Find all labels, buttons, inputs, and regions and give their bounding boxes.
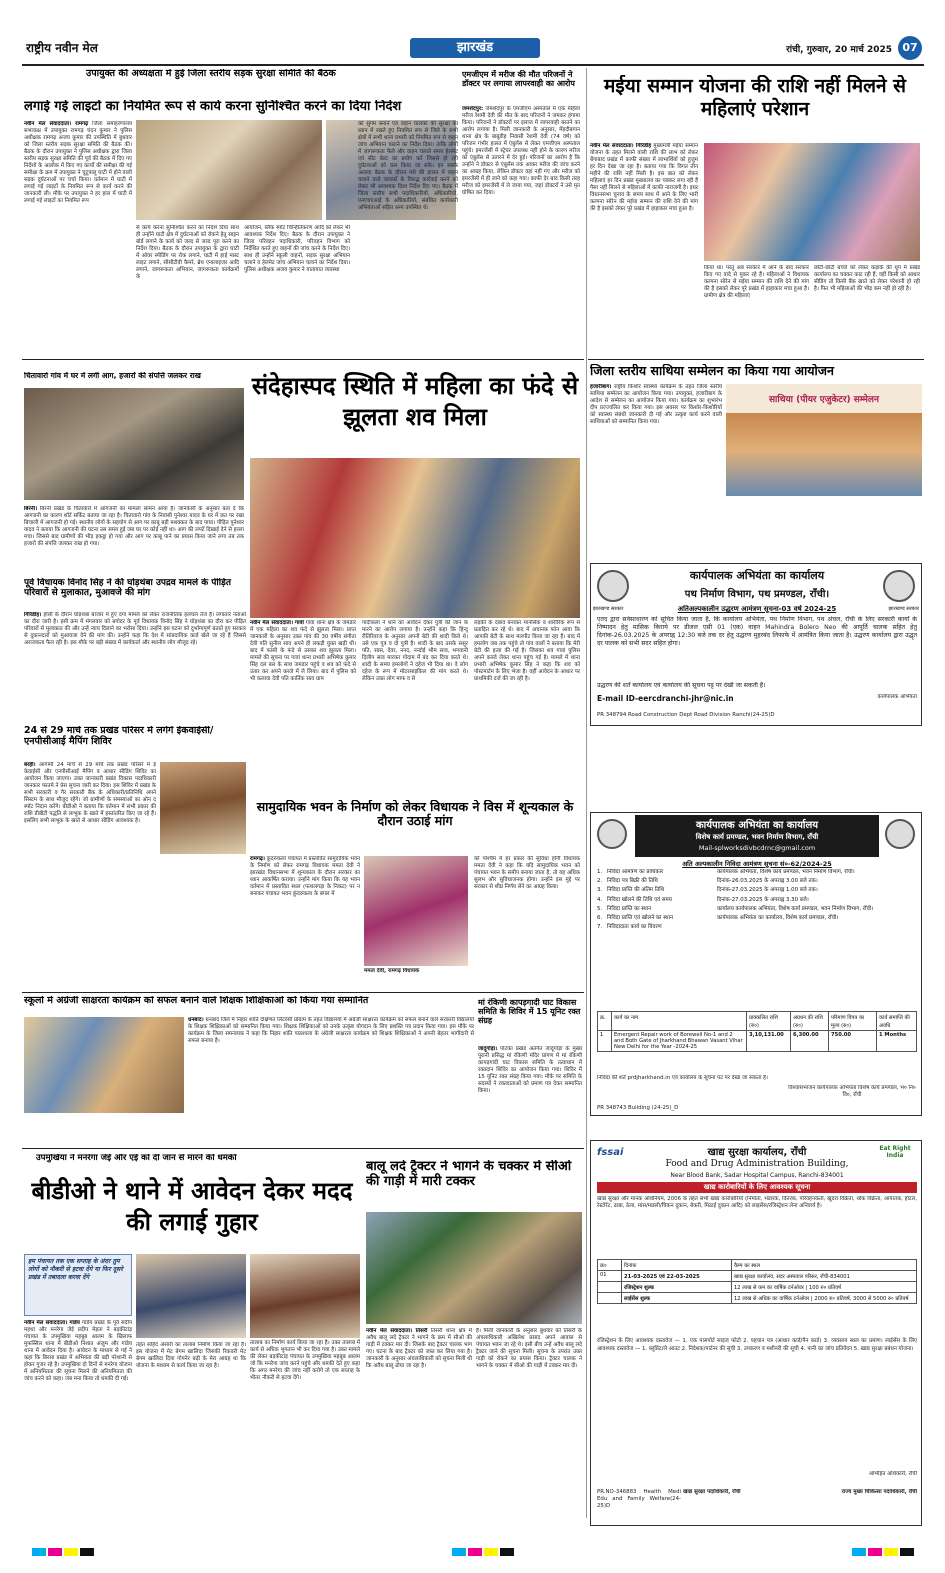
ad2-td: Emergent Repair work of Borewell No-1 and 2 and Both Gate of Jharkhand Bhawan Vasant Vihar New Delhi for the Year -2024-25 [612, 1031, 747, 1052]
a7-text: आगामी 24 मार्च से 29 मार्च तक प्रखंड परिसर में ई केवाईसी और एनपीसीआई मैपिंग व आधार सीडिंग शिविर का आयोजन किया जाएगा। उक्त जानकारी प्रखंड विकास पदाधिकारी जानकार फातमे ने प्रेस सूचना जारी कर दिया। इस शिविर में प्रखंड के सभी सरकारी व गैर सरकारी बैंक के अधिकारी/प्रतिनिधि अपने सिस्टम के साथ मौजूद रहेंगे। जो ग्रामीणों के समस्याओं का ऑन द स्पॉट निदान करेंगे। बीडीओ ने बताया कि वर्तमान में सभी प्रकार की राशि डीबीटी पद्धति से लाभुक के खाते में हस्तांतरित किए जा रहे हैं। इसलिए सभी लाभुक के खाते से आधार सीडिंग आवश्यक है। [24, 762, 156, 824]
a12-col1 [366, 1328, 472, 1516]
ad-building-division [590, 812, 922, 1116]
a8-col1-text: कुंदरुकला पंचायत में प्रस्तावित सामुदायिक भवन के निर्माण को लेकर रामगढ़ विधायक ममता देवी ने झारखंड विधानसभा में शून्यकाल के दौरान सरकार का ध्यान आकर्षित कराया। उन्होंने मांग किया कि यह भवन वर्तमान में प्रस्तावित स्थल (पत्थलगड़ा के निकट) पर न बनाकर पंचायत भवन कुंदरुकला के बगल में [250, 856, 360, 897]
a8-headline: सामुदायिक भवन के निर्माण को लेकर विधायक ने विस में शून्यकाल के दौरान उठाई मांग [256, 800, 574, 829]
ad-road-construction [590, 563, 922, 726]
ad2-th: कार्य समाप्ति की अवधि [877, 1012, 917, 1031]
a1-byline: नवीन मेल संवाददाता। रामगढ़ [24, 121, 89, 127]
a10-body [478, 1046, 582, 1146]
ad3-cell: 12 लाख से अधिक का वार्षिक टर्नओवर | 2000 रु० प्रतिवर्ष, 3000 से 5000 रु० प्रतिवर्ष [732, 1293, 917, 1304]
ad3-subtitle: Food and Drug Administration Building, [665, 1159, 849, 1169]
ad1-right-label: झारखण्ड सरकार [888, 606, 919, 612]
a11-col1-text: गांडेय प्रखंड के पूर्व संदीप महथा और मनरेगा जेई प्रदीप मेहता ने बड़कीटांड़ पंचायत के उपमुखिया महबूब आलम के खिलाफ मुफस्सिल थाना में बीडीओ निशात अंजुम और गांडेय थाना में आवेदन दिया है। आवेदन के माध्यम से गई ने कहा कि बिरसा प्रखंड में अभियंता की बड़ी परेशानी से होकर गुजर रहे है। उपमुखिया दो दिनों से मनरेगा योजना में अनियमितता की सूचना मिलने की अनियमितता की जांच करने को कहा। जब मना किया तो धमकी दी गई। [24, 1320, 132, 1382]
a13-text: राष्ट्रीय किशोर स्वास्थ्य कार्यक्रम के तहत जिला स्तरीय साथिया सम्मेलन का आयोजन किया गया। उपायुक्त, हजारीबाग के आदेश से सम्मेलन का आयोजन किया गया। कार्यक्रम का शुभारंभ दीप प्रज्ज्वलित कर किया गया। इस अवसर पर किशोर-किशोरियों को स्वास्थ्य संबंधी जानकारी दी गई और उत्कृष्ट कार्य करने वाली साथियाओं को सम्मानित किया गया। [590, 384, 722, 425]
ad1-notice-title: अतिअल्पकालीन उद्धरण आमंत्रण सूचना-03 वर्ष 2024-25 [677, 605, 837, 613]
masthead [22, 36, 924, 62]
jharkhand-emblem-right-icon [885, 819, 915, 849]
a9-headline: स्कूलों में अंग्रेजी साक्षरता कार्यक्रम को सफल बनाने वाले शिक्षक शिक्षिकाओं को किया गया सम्मानित [24, 996, 369, 1006]
registration-yellow [484, 1548, 498, 1556]
ad2-td: 1 [598, 1031, 612, 1052]
ad2-info-row [597, 915, 917, 922]
ad1-sign: कार्यपालक अभियंता [877, 694, 917, 700]
ad1-email: E-mail ID-eercdranchi-jhr@nic.in [597, 694, 734, 703]
a7-photo-bdo [160, 762, 246, 854]
ad3-cell: खाद्य सुरक्षा कार्यालय, सदर अस्पताल परिसर, राँची-834001 [732, 1271, 917, 1282]
jharkhand-emblem-left-icon [597, 570, 629, 602]
ad3-row [598, 1271, 917, 1282]
row-rule-2 [22, 992, 584, 993]
a6-byline: गिरिडीह। [24, 612, 42, 618]
a1-kicker: उपायुक्त की अध्यक्षता में हुई जिला स्तरीय सड़क सुरक्षा समिति की बैठक [86, 69, 336, 79]
ad3-cell: लाईसेंस शुल्क [622, 1293, 732, 1304]
a5-col1 [250, 620, 356, 780]
a1-col2: से कार्य करना सुनिश्चित करने का निर्देश दिया साथ ही उन्होंने घाटी क्षेत्र में दुर्घटनाओं को रोकने हेतु साइन बोर्ड लगाने के कार्य को जल्द से जल्द पूरा करने का निर्देश दिया। बैठक के दौरान उपायुक्त के द्वारा घाटी में ओवर स्पीडिंग पर रोक लगाने, घाटी में हाई मास्ट लाइट लगाने, सीसीटीवी कैमरे, ब्रेथ एनालाइजर आदि लगाने, जागरूकता अभियान, जागरूकता कार्यक्रमों के [136, 225, 239, 280]
ad3-cell: दिनांक [622, 1260, 732, 1271]
a4-photo-fire [24, 388, 244, 500]
ad2-info-cell: 6. [597, 915, 603, 922]
ad2-table-row [598, 1031, 917, 1052]
ad2-info-cell [717, 924, 917, 931]
ad2-info-cell: दिनांक-27.03.2025 के अपराह्न 3.30 बजे। [717, 896, 809, 903]
ad3-camp-table [597, 1259, 917, 1333]
a2-body [462, 106, 580, 349]
ad2-info-cell: निविदा पत्र बिक्री की तिथि [607, 878, 658, 885]
jharkhand-emblem-left-icon [597, 819, 627, 849]
a6-body [24, 612, 246, 724]
ad2-info-cell: 3. [597, 887, 603, 894]
row-rule-1 [22, 359, 584, 360]
ad3-cell: क्र० [598, 1260, 622, 1271]
a12-col1-text: तिसरी थाना क्षेत्र में अवैध बालू लदे ट्रैक्टर ने भागने के क्रम में सीओ की गाड़ी में टक्कर मार दी। जिसके बाद ट्रैक्टर चालक भाग गए। घटना के बाद ट्रैक्टर को जब्त कर लिया गया है। जानकारी के अनुसार अंचलाधिकारी को सूचना मिली थी कि अवैध बालू ढोया जा रहा है। [366, 1328, 472, 1369]
a13-photo-group [726, 384, 922, 496]
ad3-address: Near Blood Bank, Sadar Hospital Campus, Ranchi-834001 [670, 1172, 844, 1179]
ad2-sign: विश्वासभाजन कार्यपालक अभियंता विशेष कार्य प्रमण्डल, भ० नि० वि०, राँची [788, 1085, 916, 1098]
a8-col1 [250, 856, 360, 984]
ad2-info-cell: 1. [597, 869, 603, 875]
registration-magenta [48, 1548, 62, 1556]
column-rule [586, 68, 587, 1518]
ad2-td: 750.00 [829, 1031, 877, 1052]
registration-magenta [868, 1548, 882, 1556]
a1-col1-text: जिला समाहरणालय सभाकक्ष में उपायुक्त रामगढ़ चंदन कुमार ने पुलिस अधीक्षक रामगढ़ अजय कुमार की उपस्थिति में बुधवार को जिला स्तरीय सड़क सुरक्षा समिति की बैठक की। बैठक के दौरान उपायुक्त ने पुलिस अधीक्षक द्वारा जिला स्तरीय सड़क सुरक्षा समिति की पूर्व की बैठक में दिए गए निर्देशों के आलोक में किए गए कार्यों की समीक्षा की गई समीक्षा के क्रम में उपायुक्त ने चुटूपालू घाटी में होने वाली सड़क दुर्घटनाओं पर चर्चा किया। वर्तमान में घाटी में लगाई गई लाइटों के नियमित रूप से कार्य करने की जानकारी ली। मौके पर उपायुक्त ने हर हाल में घाटी में लगाई गई लाइटों का नियमित रूप [24, 121, 132, 204]
a2-text: जमशेदपुर के एमजीएम अस्पताल में एक महिला मरीज रेशमी देवी की मौत के बाद परिजनों ने जमकर हंगामा किया। परिजनों ने डॉक्टरों पर इलाज में लापरवाही बरतने का आरोप लगाया है। मिली जानकारी के अनुसार, मेंहदीबगान थाना क्षेत्र के बाबूडीह निवासी रेशमी देवी (74 वर्ष) को परिजन गंभीर हालत में एंबुलेंस से लेकर एमजीएम अस्पताल पहुंचे। इमरजेंसी में स्ट्रेचर उपलब्ध नहीं होने के कारण मरीज को एंबुलेंस से उतारने में देर हुई। परिजनों का आरोप है कि उन्होंने ने डॉक्टर से एंबुलेंस तक आकर मरीज की जांच करने का आग्रह किया, लेकिन डॉक्टर वहां नहीं गए और मरीज को इमरजेंसी में ही लाने को कहा गया। काफी देर बाद किसी तरह मरीज को इमरजेंसी में ले जाया गया, जहां डॉक्टरों ने उसे मृत घोषित कर दिया। [462, 106, 580, 196]
ad2-info-cell: 7. [597, 924, 603, 931]
ad2-info-cell: निविदा प्राप्ति एवं खोलने का स्थान [607, 915, 673, 922]
a4-byline: बिरनी। [24, 506, 38, 512]
ad2-info-row [597, 924, 917, 931]
ad3-row [598, 1260, 917, 1271]
a8-byline: रामगढ़। [250, 856, 265, 862]
a12-col2: है। मिली जानकारी के अनुसार बुधवार को तिसरी के अंचलाधिकारी अखिलेश प्रसाद अपने आवास से पंचायत भवन जा रहे थे। इसी बीच उन्हें अवैध बालू लदे ट्रैक्टर जाने की सूचना मिली। सूचना के उपरांत उक्त गाड़ी को रोकने का प्रयास किया। ट्रैक्टर चालक ने भागने के चक्कर में सीओ की गाड़ी में टक्कर मार दी। [476, 1328, 582, 1369]
ad2-th: क्र. [598, 1012, 612, 1031]
ad2-info-row [597, 897, 917, 904]
a11-quote-box [24, 1254, 132, 1316]
a10-text: पोटका प्रखंड अंतर्गत जादूगोड़ा के मुख्य पुरानी प्रसिद्ध मां रंकिणी मंदिर प्रांगण में मां रंकिणी कापड़गादी घाट विकास समिति के तत्वाधान में रक्तदान शिविर का आयोजन किया गया। शिविर में 15 यूनिट रक्त संग्रह किया गया। मौके पर समिति के सदस्यों ने रक्तदाताओं को प्रमाण पत्र देकर सम्मानित किया। [478, 1046, 582, 1094]
a4-kicker: चितावारो गांव में घर में लगी आग, हजारों की संपत्ति जलकर राख [24, 372, 201, 380]
ad2-info-cell: निविदा प्राप्ति की अंतिम तिथि [607, 887, 665, 894]
ad2-th: परिमाण विपत्र का मूल्य (रु०) [829, 1012, 877, 1031]
a11-kicker: उपमुखिया ने मनरेगा जेई और एई को दी जान से मारने की धमकी [36, 1154, 237, 1163]
registration-magenta [468, 1548, 482, 1556]
ad2-info-cell: कार्यपालक अभियंता का कार्यालय, विशेष कार्य प्रमण्डल, राँची। [717, 915, 839, 922]
ad3-row [598, 1293, 917, 1304]
ad2-info-cell: निविदा प्राप्ति का स्थान [607, 905, 652, 912]
ad2-td: 6,300.00 [791, 1031, 829, 1052]
ad2-subtitle: विशेष कार्य प्रमण्डल, भवन निर्माण विभाग, राँची [695, 833, 819, 841]
a3-col1 [590, 143, 698, 349]
a1-photo-meeting [136, 120, 322, 220]
eat-right-india-logo: Eat Right India [879, 1145, 911, 1159]
a7-byline: बरही। [24, 762, 36, 768]
registration-black [900, 1548, 914, 1556]
a5-headline: संदेहास्पद स्थिति में महिला का फंदे से झूलता शव मिला [251, 372, 579, 432]
ad2-th: प्राक्कलित राशि (रु०) [747, 1012, 791, 1031]
a10-headline: मां रंकिणी कापड़गादी घाट विकास समिति के शिविर में 15 यूनिट रक्त संग्रह [478, 998, 581, 1026]
a8-photo-mla [364, 856, 468, 966]
ad3-cell: 12 लाख से कम का वार्षिक टर्नओवर | 100 रु० प्रतिवर्ष [732, 1282, 917, 1293]
registration-cyan [32, 1548, 46, 1556]
ad2-foot: निविदा की शर्तें prdjharkhand.in एवं कार्यालय के सूचना पट पर देखा जा सकता है। [597, 1075, 768, 1081]
registration-black [80, 1548, 94, 1556]
ad2-mail: Mail-splworksdivbcdrnc@gmail.com [698, 844, 816, 852]
a3-byline: नवीन मेल संवाददाता। गिरिडीह [590, 143, 652, 149]
a5-photo-villagers [250, 458, 580, 618]
a3-col2: किया था। परंतु अब सरकार में आने के बाद सरकार किए गए वादे से मुकर रहे हैं। महिलाओं ने विधायक कल्पना सोरेन से मईया सम्मान की राशि देने की मांग की है इसको लेकर पूरे प्रखंड में हाहाकार मचा हुआ है। ग्रामीण क्षेत्र की महिलाएं [704, 265, 809, 299]
ad3-bar: खाद्य कारोबारियों के लिए आवश्यक सूचना [597, 1182, 917, 1193]
ad3-table [597, 1259, 917, 1304]
a8-caption: ममता देवी, रामगढ़ विधायक [364, 968, 420, 974]
ad3-cell: रजिस्ट्रेशन शुल्क [622, 1282, 732, 1293]
a2-byline: जमशेदपुर: [462, 106, 484, 112]
registration-yellow [64, 1548, 78, 1556]
a11-col1 [24, 1320, 132, 1516]
ad2-info-cell: निविदादाता कार्य का विवरण [607, 924, 662, 931]
ad2-info-cell: 2. [597, 878, 603, 885]
ad2-info-row [597, 906, 917, 913]
a5-byline: नवीन मेल संवाददाता। गावां [250, 620, 304, 626]
dateline: रांची, गुरुवार, 20 मार्च 2025 [786, 45, 892, 55]
ad1-note: उद्धरण की शर्तें कार्यालय एवं कार्यालय की सूचना पट्ट पर देखी जा सकती हैं। [597, 682, 766, 689]
ad3-body: खाद्य सुरक्षा और मानक अधिनियम, 2006 के तहत सभी खाद्य कारोबारियों (निर्माता, भंडारक, वितरक, परिवहनकर्ता, खुदरा विक्रेता, थोक विक्रेता, आयातक, होटल, रेस्टोरेंट, ढाबा, ठेला, मांस/मछली/चिकन दुकान, बेकरी, मिठाई दुकान आदि) को लाइसेंस/रजिस्ट्रेशन लेना अनिवार्य है। [597, 1196, 917, 1209]
ad3-title: खाद्य सुरक्षा कार्यालय, राँची [707, 1147, 807, 1158]
row-rule-3 [22, 1148, 584, 1149]
a4-body [24, 506, 244, 576]
fssai-logo: fssai [597, 1147, 624, 1158]
ad1-body: एतद द्वारा सर्वसाधारण को सूचित किया जाता है, कि कार्यालय अभियंता, पथ निर्माण विभाग, पथ अंचल, राँची के लिए सरकारी कार्यों के निष्पादन हेतु मासिक किराये पर डीजल एसी 01 (एक) वाहन Mahindra Bolero Neo की आपूर्ति चालक सहित हेतु दिनांक-26.03.2025 के अपराह्न 12:30 बजे तक दर हेतु उद्धरण मुहरबंद लिफाफे में आमंत्रित किया जाता है। उद्धरण कार्यालय द्वारा उद्धृत दर पालक को सभी सदर सहित होगा। [597, 616, 917, 647]
ad2-info-row [597, 887, 917, 894]
ad2-title: कार्यपालक अभियंता का कार्यालय [695, 820, 819, 831]
a6-headline: पूर्व विधायक विनोद सिंह ने की घोड़थंबा उपद्रव मामले के पीड़ित परिवारों से मुलाकात, मुआवजे की मांग [24, 578, 231, 599]
ad2-work-table [597, 1011, 917, 1073]
ad2-info-cell: निविदा आमंत्रण का प्राधिकार [607, 869, 664, 875]
registration-yellow [884, 1548, 898, 1556]
a1-headline: लगाई गई लाइटों का नियमित रूप से कार्य करना सुनिश्चित करने का दिया निर्देश [24, 100, 402, 114]
a5-col3: लड़की के दबाव बनाकर मानसिक व शारीरिक रूप से प्रताड़ित कर रहे थे। बाद में अचानक फोन आया कि आपकी बेटी के साथ मारपीट किया जा रहा है। बाद में हमलोग जब तक पहुंचे तो गांव वालों ने बताया कि मेरी बेटी की हत्या की गई है। जिसका शव गावां पुलिस अपने कब्जे लेकर थाना पहुंच गई है। मामले में थाना प्रभारी अभिषेक कुमार सिंह ने कहा कि शव को पोस्टमार्टम के लिए भेजा है। वहीं आवेदन के आधार पर प्राथमिकी दर्ज की जा रही है। [474, 620, 580, 682]
ad1-subtitle: पथ निर्माण विभाग, पथ प्रमण्डल, राँची। [684, 589, 830, 600]
a9-photo-teachers [24, 1017, 184, 1113]
a13-banner: साथिया (पीयर एजुकेटर) सम्मेलन [768, 395, 880, 405]
a11-col3: तालाब का निर्माण कार्य किया जा रहा है। उक्त तालाब में कार्य से अधिक भुगतान भी कर दिया गया है। उक्त मामले की लेकर बड़कीटांड़ पंचायत के उपमुखिया महबूब आलम जो कि मनरेगा जांच करने पहुंचे और धमकी देते हुए कहा कि अगर मनरेगा की जांच नहीं करोगे तो एक सप्ताह के भीतर नौकरी से हटवा देंगे। [250, 1340, 360, 1381]
ad3-cell: 21-03-2025 एवं 22-03-2025 [622, 1271, 732, 1282]
ad2-td: 1 Months [877, 1031, 917, 1052]
a9-body [188, 1017, 474, 1129]
ad2-info-cell: 5. [597, 905, 603, 912]
a3-col1-text: मुख्यमंत्री मंईयां सम्मान योजना के तहत मिलने वाली राशि की लाभ को लेकर बेंगाबाद प्रखंड में काफी संख्या में लाभार्थियों को हुजुम हर दिन देखा जा रहा है। बताया गया कि विगत तीन महीने की राशि नहीं मिली है। इस बात को लेकर महिलाएं हर दिन प्रखंड मुख्यालय का चक्कर लगा रही हैं पैसा नहीं मिलने से महिलाओं में काफी नाराजगी है। इधर विधानसभा चुनाव के समय साथ में आने के लिए भारी कल्पना सोरेन की मईया सम्मान की राशि देने की मांग की है इसको लेकर पूरे प्रखंड में हाहाकार मचा हुआ है। [590, 143, 698, 212]
ad3-cell [598, 1282, 622, 1293]
ad3-docs: रजिस्ट्रेशन के लिए आवश्यक दस्तावेज — 1. एक पासपोर्ट साइज फोटो 2. पहचान पत्र (आधार कार्ड/पैन कार्ड) 3. व्यवसाय स्थल का प्रमाण। लाईसेंस के लिए आवश्यक दस्तावेज — 1. ब्लूप्रिंट/ले आउट 2. निदेशक/पार्टनर की सूची 3. उपकरण व मशीनरी की सूची 4. पानी का जांच प्रतिवेदन 5. खाद्य सुरक्षा प्रबंधन योजना। [597, 1338, 917, 1352]
registration-cyan [452, 1548, 466, 1556]
newspaper-logo: राष्ट्रीय नवीन मेल [26, 41, 98, 55]
a5-col2: गादीकला ने थाने को आवेदन देकर पुत्री की जान के मारने का आरोप लगाया है। उन्होंने कहा कि हिन्दू रीतिरिवाज के अनुसार अपनी बेटी की शादी किये थे। उसे एक पुत्र व दो पुत्री है। शादी के बाद उसके ससुर पति, सास, देवर, ननद, नन्दोई भीम साव, भगवानी दिलीप साव मारकर गोदाम में बंद कर दिया करते थे। शादी के समय हमलोगों ने दहेज भी दिया था। वे लोग दहेज के रूप में मोटरसाइकिल की मांग करते थे। लेकिन उक्त लोग माफ व से [362, 620, 468, 682]
a9-text: धनबाद जिले में निहार शांति दक्षिणत लिटरेसी प्रोग्राम के तहत विद्यालयों में अंग्रेजी साक्षरता कार्यक्रम को सफल बनाने वाले सरकारी विद्यालयों के शिक्षक शिक्षिकाओं को सम्मानित किया गया। शिक्षक शिक्षिकाओं को उनके उत्कृष्ट योगदान के लिए प्रशस्ति पत्र प्रदान किया गया। इस मौके पर कार्यक्रम के जिला समन्वयक ने कहा कि निहार शांति पाठशाला के अंग्रेजी साक्षरता कार्यक्रम को शिक्षक शिक्षिकाओं ने अपनी बेहतर भागीदारी से सफल बनाया है। [188, 1017, 474, 1044]
a6-text: होली के दौरान घोड़थंबा बाजार में हुए दंगा मामले को लेकर राजनीतिक हलचल तेज है। लगातार नेताओं का दौरा जारी है। इसी क्रम में मंगलवार को बगोदर के पूर्व विधायक विनोद सिंह ने घोड़थंबा का दौरा कर पीड़ित परिवारों से मुलाकात की और उन्हें न्याय दिलाने का भरोसा दिया। उन्होंने इस घटना को दुर्भाग्यपूर्ण बताते हुए सरकार से दुकानदारों को मुआवजा देने की मांग की। उन्होंने कहा कि देश में सांप्रदायिक कार्ड खेले जा रहे हैं जिससे अराजकता फैल रही है। इस मौके पर बड़ी संख्या में कार्यकर्ता और स्थानीय लोग मौजूद रहे। [24, 612, 246, 646]
ad1-title: कार्यपालक अभियंता का कार्यालय [689, 569, 825, 582]
a1-col3: आयोजन, ब्लैक स्पॉट चिन्हितिकरण आदि को लेकर भी आवश्यक निर्देश दिए। बैठक के दौरान उपायुक्त ने जिला परिवहन पदाधिकारी, परिवहन विभाग को निर्देशित करते हुए वाहनों की जांच करने के निर्देश दिए। साथ ही उन्होंने स्कूली वाहनों, सड़क सुरक्षा अभियान चलाने व हेलमेट जांच अभियान चलाने का निर्देश दिया। पुलिस अधीक्षक अजय कुमार ने यातायात व्यवस्था [244, 225, 350, 273]
registration-black [500, 1548, 514, 1556]
right-rule-1 [588, 359, 924, 360]
ad2-info-cell: दिनांक-26.03.2025 के अपराह्न 3.00 बजे तक। [717, 878, 818, 885]
ad1-left-label: झारखण्ड सरकार [593, 606, 624, 612]
ad2-table-head [598, 1012, 917, 1031]
a11-col2: तहत सहिद अंसारी का तालाब निर्माण किया जा रहा है। इस योजना में मेट बेगम खालिदा जिसकी रिकवरी मेट बेगम खालिदा दिया गोपनेर बढ़ी के मेरा आग्रह था कि योजना के माध्यम से कार्य किया जा रहा है। [136, 1342, 246, 1369]
a3-col3: छोटी-छोटी बच्चों को लेकर कड़ाके की धूप में प्रखंड कार्यालय का चक्कर काट रही हैं, वहीं किसी को आधार सीडिंग तो किसी बैंक खाते को लेकर परेशानी हो रही है। फिर भी महिलाओं की भीड़ कम नहीं हो रही है। [814, 265, 920, 292]
ad2-table [597, 1011, 917, 1052]
masthead-rule [22, 64, 924, 66]
color-registration-bar [22, 1548, 924, 1558]
a13-byline: हजारीबाग। [590, 384, 612, 390]
a13-body [590, 384, 722, 496]
ad-food-safety [590, 1140, 922, 1526]
ad1-ref: PR 348794 Road Construction Dept Road Division Ranchi(24-25)D [597, 712, 775, 718]
registration-cyan [852, 1548, 866, 1556]
ad2-info-cell: दिनांक-27.03.2025 के अपराह्न 1.00 बजे तक। [717, 887, 818, 894]
a2-headline: एमजीएम में मरीज की मौत परिजनों ने डॉक्टर पर लगाया लापरवाही का आरोप [462, 70, 575, 89]
ad3-cell: कैम्प का स्थल [732, 1260, 917, 1271]
ad2-info-cell: कार्यपालक अभियंता, विशेष कार्य प्रमण्डल, भवन निर्माण विभाग, राँची। [717, 869, 855, 875]
a10-byline: जादूगोड़ा। [478, 1046, 498, 1052]
ad3-row [598, 1282, 917, 1293]
a4-text: बिरनी प्रखंड के चितावारो में आगजनी का मामला सामने आया है। जानकारी के अनुसार बता दें कि आगजनी का कारण शॉर्ट सर्किट बताया जा रहा है। चितावारो गांव के निवासी पुनेश्वर यादव के घर में छत पर रखा बिचाली में आगजनी हो गई। स्थानीय लोगों के सहयोग से आग पर काबू बड़ी मशक्कत के बाद पाया। पीड़ित पुनेश्वर यादव ने बताया कि आगजनी की घटना उस समय हुई जब घर पर कोई नहीं था। आग की लपटें दिखाई देने से हल्ला मचा। जिससे बाद ग्रामीणों की भीड़ इकट्ठा हो गया और आग पर काबू पाने का प्रयास किया जाने लगा तब तक हजारों की संपत्ति जलकर राख हो गया। [24, 506, 244, 547]
a3-headline: मईया सम्मान योजना की राशि नहीं मिलने से महिलाएं परेशान [604, 75, 906, 120]
ad2-header [635, 815, 879, 857]
ad3-sign: अभिहित अधिकारी, राँची [868, 1471, 917, 1477]
a12-byline: नवीन मेल संवाददाता। तिसरी [366, 1328, 428, 1334]
ad3-ref: PR.NO-346883 Health Medi Edu and Family Welfare(24-25)D [597, 1489, 681, 1509]
ad2-info-table [597, 869, 917, 1009]
a5-col1-text: गावां थाना क्षेत्र के जमडार में एक महिला का शव फंदे से झूलता मिला। प्राप्त जानकारी के अनुसार उक्त गांव की 30 वर्षीय संगीता देवी पति सुनील साव अपने ही लकड़ी युक्त खड़ी थी। बाद में फांसी के फंदे से उसका शव झूलता मिला। मामले की सूचना पर गावां थाना प्रभारी अभिषेक कुमार सिंह दल बल के साथ जमडार पहुंचे व शव को फंदे से उतार कर अपने कब्जे में ले लिया। बाद में पुलिस को भी कलावा देवी पति कार्तिक साव ग्राम [250, 620, 356, 682]
a11-quote: हम पंचायत तक एक सप्ताह के अंदर तुम लोगों को नौकरी से हटवा देंगे या फिर दूसरे प्रखंड में तबादला करवा देंगे [28, 1258, 123, 1281]
ad3-cell: 01 [598, 1271, 622, 1282]
a1-col1 [24, 121, 132, 349]
ad2-info-row [597, 869, 917, 876]
a7-headline: 24 से 29 मार्च तक प्रखंड परिसर में लगेंगे ईकवाईसी/एनपीसीआई मैपिंग शिविर [24, 726, 214, 747]
jharkhand-emblem-right-icon [883, 570, 915, 602]
ad3-left-sign: खाद्य सुरक्षा पदाधिकारी, राँची [683, 1489, 741, 1495]
ad2-info-cell: 4. [597, 896, 603, 903]
ad2-th: कार्य का नाम [612, 1012, 747, 1031]
a7-body [24, 762, 156, 854]
a12-headline: बालू लदे ट्रैक्टर ने भागने के चक्कर में सीओ की गाड़ी में मारी टक्कर [366, 1160, 572, 1189]
ad2-info-cell: निविदा खोलने की तिथि एवं समय [607, 896, 672, 903]
a8-col2: को पश्चिम में हर प्रकार की सुविधा होगी विधायक ममता देवी ने कहा कि यदि सामुदायिक भवन को पंचायत भवन के समीप बनाया जाता है, तो यह अधिक सुलभ और सुविधाजनक होगा। उन्होंने इस मुद्दे पर सरकार से शीघ्र निर्णय लेने का आग्रह किया। [474, 856, 580, 890]
a1-col4: को सुगम बनाने एवं वाहन चालकों की सुरक्षा को ध्यान में रखते हुए नियमित रूप से जिले के सभी क्षेत्रों में सभी थाना प्रभारी को नियमित रूप से वाहन जांच अभियान चलाने का निर्देश दिया। ताकि लोगों में जागरूकता फैले और वाहन चलाते समय हेलमेट एवं सीट बेल्ट का प्रयोग करें जिससे हो रही दुर्घटनाओं को कम किया जा सके। इन सबके अलावा बैठक के दौरान नशे की हालत में वाहन चलाने वाले चालकों के विरुद्ध कार्रवाई करने को लेकर भी आवश्यक दिशा निर्देश दिए गए। बैठक में जिला स्तरीय सभी पदाधिकारियों, अधिकारियों, एनएचएआई के अधिकारियों, संबंधित कार्यकारी अभियंताओं सहित अन्य उपस्थित थे। [358, 121, 458, 211]
a3-photo-women [704, 143, 920, 261]
ad2-notice: अति अल्पकालीन निविदा आमंत्रण सूचना सं०-62/2024-25 [682, 860, 832, 868]
ad3-right-sign: राज्य मुख्य चिकित्सा पदाधिकारी, राँची [841, 1489, 917, 1495]
a11-headline: बीडीओ ने थाने में आवेदन देकर मदद की लगाई गुहार [31, 1177, 353, 1237]
ad3-cell [598, 1293, 622, 1304]
ad2-info-cell: कार्यालय कार्यपालक अभियंता, विशेष कार्य प्रमण्डल, भवन निर्माण विभाग, राँची। [717, 905, 874, 912]
page-number: 07 [898, 36, 922, 60]
a11-photo-man1 [136, 1254, 246, 1338]
a9-byline: धनबाद। [188, 1017, 204, 1023]
ad2-th: अग्रधन की राशि (रु०) [791, 1012, 829, 1031]
ad2-ref: PR 348743 Building (24-25)_D [597, 1105, 679, 1111]
section-label: झारखंड [410, 38, 540, 58]
a12-photo-tractor [366, 1212, 582, 1324]
ad2-td: 3,10,131.00 [747, 1031, 791, 1052]
a11-byline: नवीन मेल संवाददाता। गांडेय [24, 1320, 80, 1326]
a13-headline: जिला स्तरीय साथिया सम्मेलन का किया गया आयोजन [590, 364, 834, 378]
ad2-info-row [597, 878, 917, 885]
